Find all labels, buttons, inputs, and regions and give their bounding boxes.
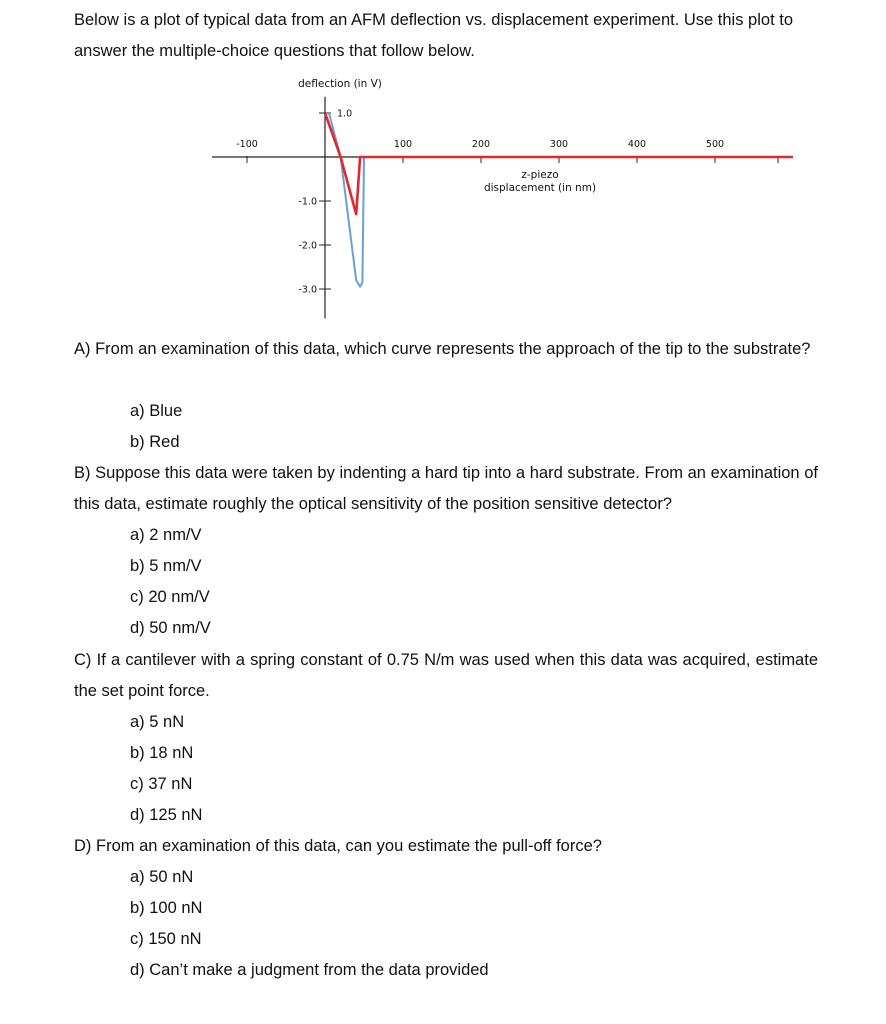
x-tick-label-2: 200 — [471, 139, 491, 150]
question-c-option-3: c) 37 nN — [130, 775, 193, 793]
intro-paragraph: Below is a plot of typical data from an AFM deflection vs. displacement experiment. Use this plot to answer the multiple-choice questions that follow below. — [74, 11, 794, 60]
question-a-option-1: a) Blue — [130, 402, 183, 420]
question-a-option-2: b) Red — [130, 433, 180, 451]
afm-deflection-plot — [236, 70, 725, 330]
y-axis-label: deflection (in V) — [298, 78, 382, 90]
x-tick-label-3: 300 — [549, 139, 569, 150]
question-b-text: B) Suppose this data were taken by indenting a hard tip into a hard substrate. From an examination of this data, estimate roughly the optical sensitivity of the position sensitive detector? — [74, 464, 818, 513]
x-tick-label-1: 100 — [393, 139, 413, 150]
y-tick-label-0: 1.0 — [337, 108, 353, 120]
question-d-option-1: a) 50 nN — [130, 868, 194, 886]
plot-labels — [236, 78, 724, 296]
x-axis-label-line2: displacement (in nm) — [483, 182, 597, 194]
x-tick-label-0: -100 — [236, 139, 258, 150]
question-c-option-4: d) 125 nN — [130, 806, 203, 824]
question-b-option-4: d) 50 nm/V — [130, 619, 211, 637]
y-tick-label-1: -1.0 — [298, 196, 317, 208]
x-axis-label-line1: z-piezo — [521, 169, 559, 181]
x-tick-label-4: 400 — [627, 139, 647, 150]
question-b-option-1: a) 2 nm/V — [130, 526, 202, 544]
question-a-text: A) From an examination of this data, which curve represents the approach of the tip to the substrate? — [74, 340, 811, 358]
question-b-option-3: c) 20 nm/V — [130, 588, 210, 606]
question-c-text: C) If a cantilever with a spring constant of 0.75 N/m was used when this data was acquired, estimate the set point force. — [74, 651, 818, 700]
y-tick-label-3: -3.0 — [298, 284, 317, 296]
plot-ticks — [247, 113, 778, 289]
question-b-option-2: b) 5 nm/V — [130, 557, 202, 575]
x-tick-label-5: 500 — [705, 139, 725, 150]
question-d-option-2: b) 100 nN — [130, 899, 203, 917]
question-d-option-3: c) 150 nN — [130, 930, 202, 948]
question-c-option-1: a) 5 nN — [130, 713, 185, 731]
series-red-curve — [325, 113, 793, 214]
question-d-option-4: d) Can’t make a judgment from the data provided — [130, 961, 489, 979]
y-tick-label-2: -2.0 — [298, 240, 317, 252]
question-c-option-2: b) 18 nN — [130, 744, 194, 762]
question-d-text: D) From an examination of this data, can you estimate the pull-off force? — [74, 837, 602, 855]
